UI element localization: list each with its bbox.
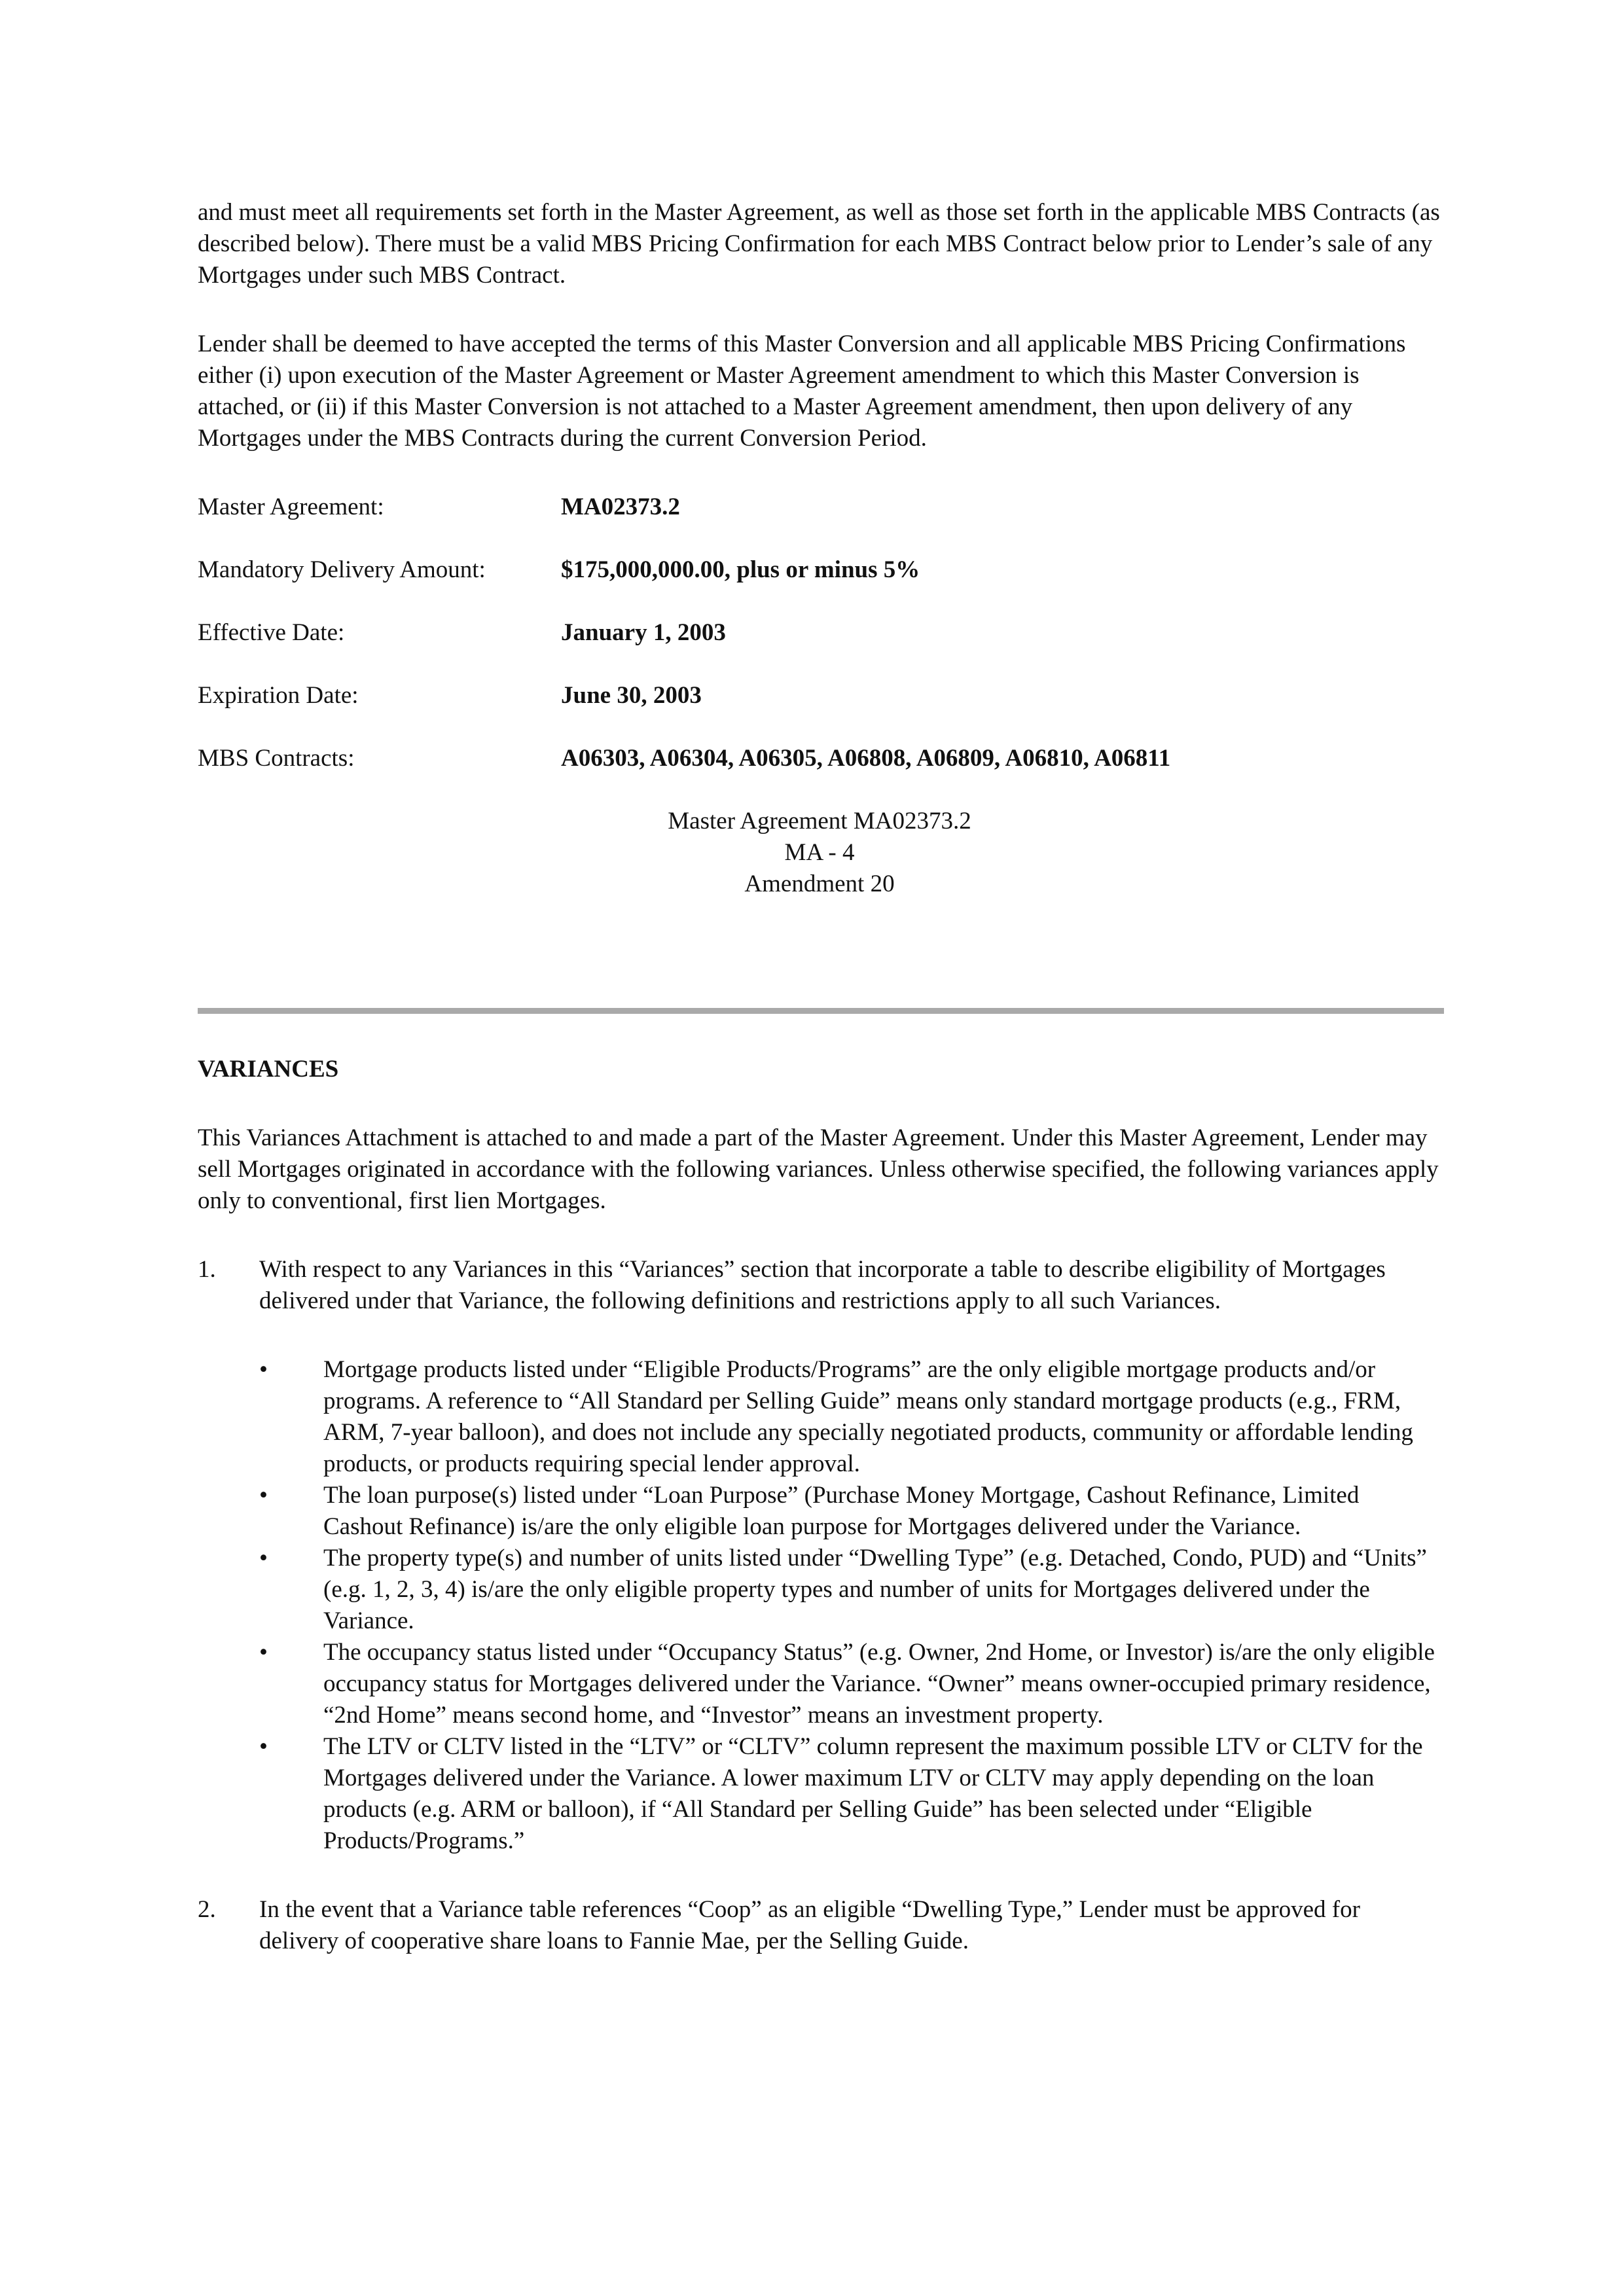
footer-amendment: Amendment 20	[744, 870, 895, 897]
bullet-text: The LTV or CLTV listed in the “LTV” or “CLTV” column represent the maximum possible LTV or CLTV for the Mortgages delivered under the Variance. A lower maximum LTV or CLTV may apply depending on the loan products (e.g. ARM or balloon), if “All Standard per Selling Guide” has been selected under “Eligible Products/Programs.”	[323, 1733, 1423, 1854]
variances-intro: This Variances Attachment is attached to and made a part of the Master Agreement. Under this Master Agreement, Lender may sell Mortgages originated in accordance with the following variances. Unless otherwise specified, the following variances apply only to conventional, first lien Mortgages.	[198, 1124, 1439, 1214]
bullet-icon: •	[259, 1639, 268, 1666]
item-number: 1.	[198, 1256, 216, 1283]
footer-page-number: MA - 4	[784, 839, 855, 866]
bullet-item	[259, 1480, 1441, 1543]
item-text: In the event that a Variance table references “Coop” as an eligible “Dwelling Type,” Lender must be approved for delivery of cooperative share loans to Fannie Mae, per the Selling Guide.	[259, 1896, 1360, 1954]
field-label: Effective Date:	[198, 619, 345, 646]
field-expiration-date	[198, 680, 1441, 711]
bullet-list	[259, 1354, 1441, 1857]
footer-agreement-number: Master Agreement MA02373.2	[668, 808, 971, 834]
field-value: MA02373.2	[561, 493, 680, 520]
section-heading: VARIANCES	[198, 1056, 339, 1083]
field-mbs-contracts	[198, 743, 1441, 774]
variances-section	[198, 1054, 1441, 1994]
agreement-fields	[198, 492, 1441, 774]
field-mandatory-delivery-amount	[198, 554, 1441, 586]
item-text: With respect to any Variances in this “Variances” section that incorporate a table to describe eligibility of Mortgages delivered under that Variance, the following definitions and restrictions apply to all such Variances.	[259, 1256, 1386, 1314]
bullet-text: The loan purpose(s) listed under “Loan Purpose” (Purchase Money Mortgage, Cashout Refinance, Limited Cashout Refinance) is/are the only eligible loan purpose for Mortgages delivered under the Variance.	[323, 1482, 1360, 1540]
bullet-icon: •	[259, 1733, 268, 1760]
page-divider	[198, 1008, 1444, 1014]
bullet-icon: •	[259, 1356, 268, 1383]
field-value: June 30, 2003	[561, 682, 702, 709]
field-label: MBS Contracts:	[198, 745, 355, 772]
bullet-icon: •	[259, 1482, 268, 1509]
intro-paragraph-2: Lender shall be deemed to have accepted the terms of this Master Conversion and all applicable MBS Pricing Confirmations either (i) upon execution of the Master Agreement or Master Agreement amendment to which this Master Conversion is attached, or (ii) if this Master Conversion is not attached to a Master Agreement amendment, then upon delivery of any Mortgages under the MBS Contracts during the current Conversion Period.	[198, 331, 1406, 452]
field-value: A06303, A06304, A06305, A06808, A06809, A06810, A06811	[561, 745, 1171, 772]
field-value: January 1, 2003	[561, 619, 726, 646]
bullet-text: The occupancy status listed under “Occupancy Status” (e.g. Owner, 2nd Home, or Investor) is/are the only eligible occupancy status for Mortgages delivered under the Variance. “Owner” means owner-occupied primary residence, “2nd Home” means second home, and “Investor” means an investment property.	[323, 1639, 1435, 1729]
field-effective-date	[198, 617, 1441, 649]
field-value: $175,000,000.00, plus or minus 5%	[561, 556, 920, 583]
bullet-text: Mortgage products listed under “Eligible Products/Programs” are the only eligible mortgage products and/or programs. A reference to “All Standard per Selling Guide” means only standard mortgage products (e.g., FRM, ARM, 7-year balloon), and does not include any specially negotiated products, community or affordable lending products, or products requiring special lender approval.	[323, 1356, 1413, 1477]
intro-paragraph-1: and must meet all requirements set forth in the Master Agreement, as well as those set forth in the applicable MBS Contracts (as described below). There must be a valid MBS Pricing Confirmation for each MBS Contract below prior to Lender’s sale of any Mortgages under such MBS Contract.	[198, 199, 1440, 289]
bullet-text: The property type(s) and number of units listed under “Dwelling Type” (e.g. Detached, Condo, PUD) and “Units” (e.g. 1, 2, 3, 4) is/are the only eligible property types and number of units for Mortgages delivered under the Variance.	[323, 1545, 1427, 1634]
numbered-item-2	[198, 1894, 1441, 1957]
item-body	[259, 1254, 1441, 1857]
field-label: Mandatory Delivery Amount:	[198, 556, 486, 583]
bullet-item	[259, 1354, 1441, 1480]
field-label: Master Agreement:	[198, 493, 384, 520]
bullet-item	[259, 1731, 1441, 1857]
field-label: Expiration Date:	[198, 682, 359, 709]
page-footer	[198, 806, 1441, 900]
item-body	[259, 1894, 1441, 1957]
bullet-icon: •	[259, 1545, 268, 1571]
item-number: 2.	[198, 1896, 216, 1923]
bullet-item	[259, 1543, 1441, 1637]
field-master-agreement	[198, 492, 1441, 523]
numbered-item-1	[198, 1254, 1441, 1857]
bullet-item	[259, 1637, 1441, 1731]
document-page	[198, 197, 1441, 900]
